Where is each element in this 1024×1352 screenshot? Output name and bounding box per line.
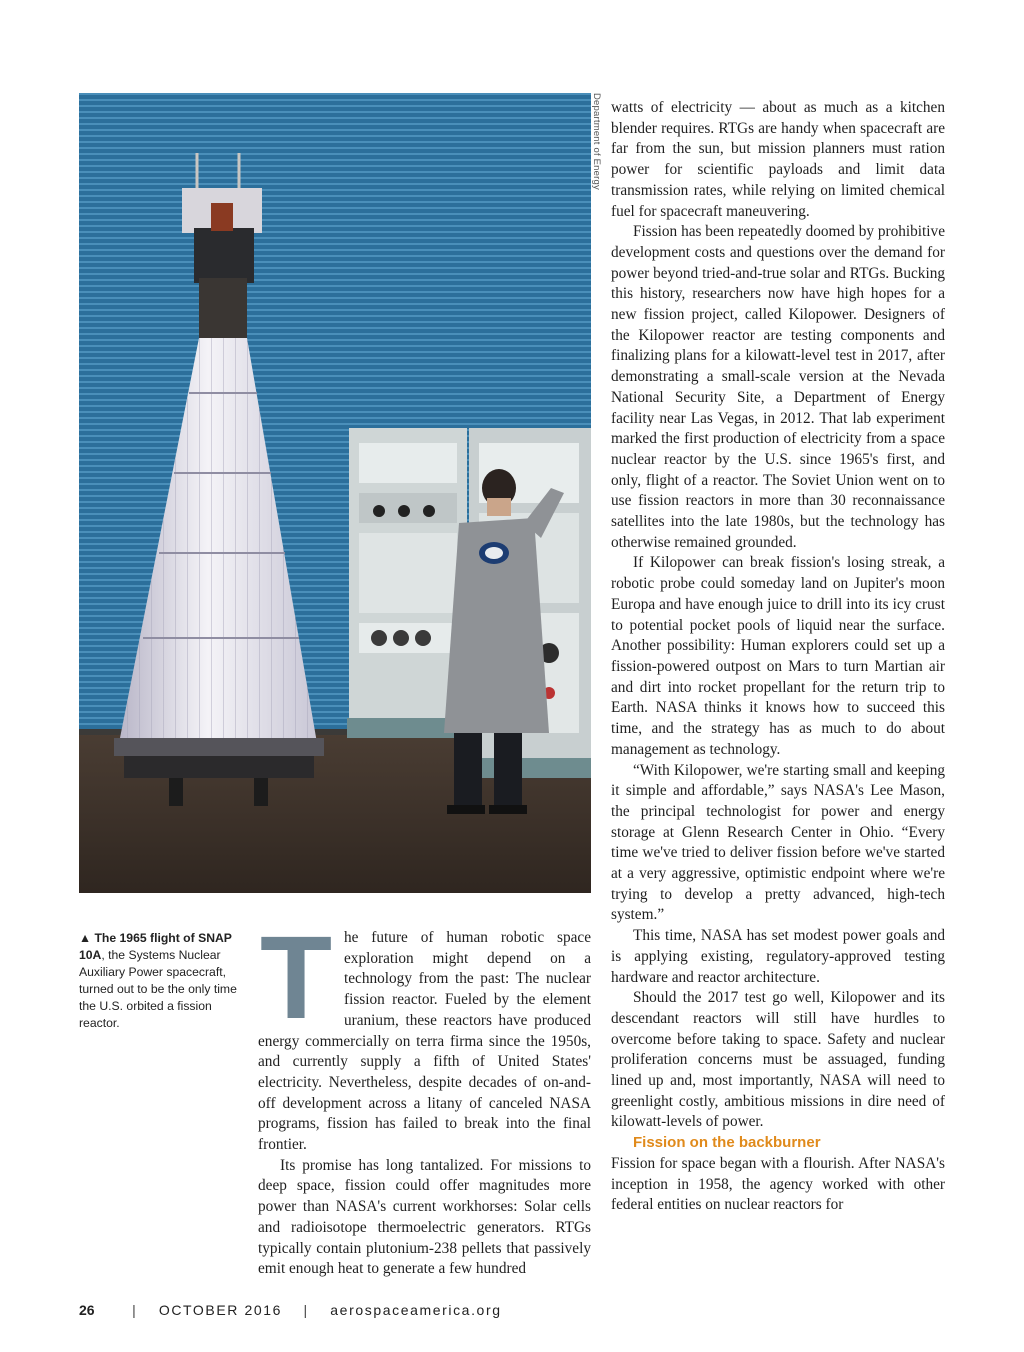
drop-cap: T bbox=[259, 912, 333, 1044]
snap-10a-illustration bbox=[79, 93, 591, 893]
article-paragraph: watts of electricity — about as much as a kitchen blender requires. RTGs are handy when spacecraft are far from the sun, but mission planners must ration power for scientific payloads and limit data transmission rates, while relying on limited chemical fuel for spacecraft maneuvering. bbox=[611, 99, 945, 220]
caption-bold: The 1965 flight of SNAP 10A bbox=[79, 931, 232, 962]
page-footer bbox=[79, 1302, 502, 1318]
section-subhead: Fission on the backburner bbox=[633, 1134, 821, 1152]
paragraph-text: he future of human robotic space exploration might depend on a technology from the past: The nuclear fission reactor. Fueled by the element uranium, these reactors have produced energy commercially on terra firma since the 1950s, and currently supply a fifth of United States' electricity. Nevertheless, despite decades of on-and-off development across a litany of canceled NASA programs, fission has failed to break into the final frontier. bbox=[258, 929, 591, 1154]
article-column-right bbox=[611, 98, 945, 1216]
photo-credit: Department of Energy bbox=[591, 93, 602, 190]
article-paragraph: Should the 2017 test go well, Kilopower and its descendant reactors will still have hurdles to overcome before taking to space. Safety and nuclear proliferation concerns must be assuaged, funding lined up and, most importantly, NASA will need to greenlight costly, ambitious missions in dire need of kilowatt-levels of power. bbox=[611, 989, 945, 1131]
article-paragraph: “With Kilopower, we're starting small and keeping it simple and affordable,” says NASA's Lee Mason, the principal technologist for power and energy storage at Glenn Research Center in Ohio. “Every time we've tried to deliver fission before we've started at a very aggressive, optimistic endpoint where we're trying to develop a pretty advanced, high-tech system.” bbox=[611, 761, 945, 924]
snap-10a-photo bbox=[79, 93, 591, 893]
caption-text: , the Systems Nuclear Auxiliary Power spacecraft, turned out to be the only time the U.S. orbited a fission reactor. bbox=[79, 948, 237, 1030]
article-paragraph: Fission for space began with a flourish. After NASA's inception in 1958, the agency worked with other federal entities on nuclear reactors for bbox=[611, 1154, 945, 1214]
website-url: aerospaceamerica.org bbox=[330, 1302, 502, 1318]
article-paragraph: Its promise has long tantalized. For missions to deep space, fission could offer magnitudes more power than NASA's current workhorses: Solar cells and radioisotope thermoelectric generators. RTGs typically contain plutonium-238 pellets that passively emit enough heat to generate a few hundred bbox=[258, 1156, 591, 1278]
photo-caption bbox=[79, 930, 249, 1032]
article-paragraph: This time, NASA has set modest power goals and is applying existing, regulatory-approved testing hardware and reactor architecture. bbox=[611, 927, 945, 986]
article-paragraph: If Kilopower can break fission's losing streak, a robotic probe could someday land on Jupiter's moon Europa and have enough juice to drill into its icy crust to potential pocket pools of liquid near the surface. Another possibility: Human explorers could set up a fission-powered outpost on Mars to turn Martian air and dirt into rocket propellant for the return trip to Earth. NASA thinks it knows how to succeed this time, and the strategy has as much to do about management as technology. bbox=[611, 554, 945, 758]
issue-date: OCTOBER 2016 bbox=[158, 1302, 283, 1318]
article-column-left bbox=[258, 912, 591, 1280]
footer-separator: | bbox=[303, 1302, 309, 1318]
article-paragraph: Fission has been repeatedly doomed by prohibitive development costs and questions over the demand for power beyond tried-and-true solar and RTGs. Bucking this history, researchers now have high hopes for a new fission project, called Kilopower. Designers of the Kilopower reactor are testing components and finalizing plans for a kilowatt-level test in 2017, after demonstrating a small-scale version at the Nevada National Security Site, a Department of Energy facility near Las Vegas, in 2012. That lab experiment marked the first production of electricity from a space nuclear reactor by the U.S. since 1965's first, and only, flight of a reactor. The Soviet Union went on to use fission reactors in more than 30 reconnaissance satellites into the late 1980s, but the technology has otherwise remained grounded. bbox=[611, 223, 945, 551]
page-number: 26 bbox=[79, 1302, 95, 1318]
footer-separator: | bbox=[132, 1302, 138, 1318]
article-paragraph bbox=[258, 912, 591, 1156]
caption-triangle-icon: ▲ bbox=[79, 931, 92, 945]
